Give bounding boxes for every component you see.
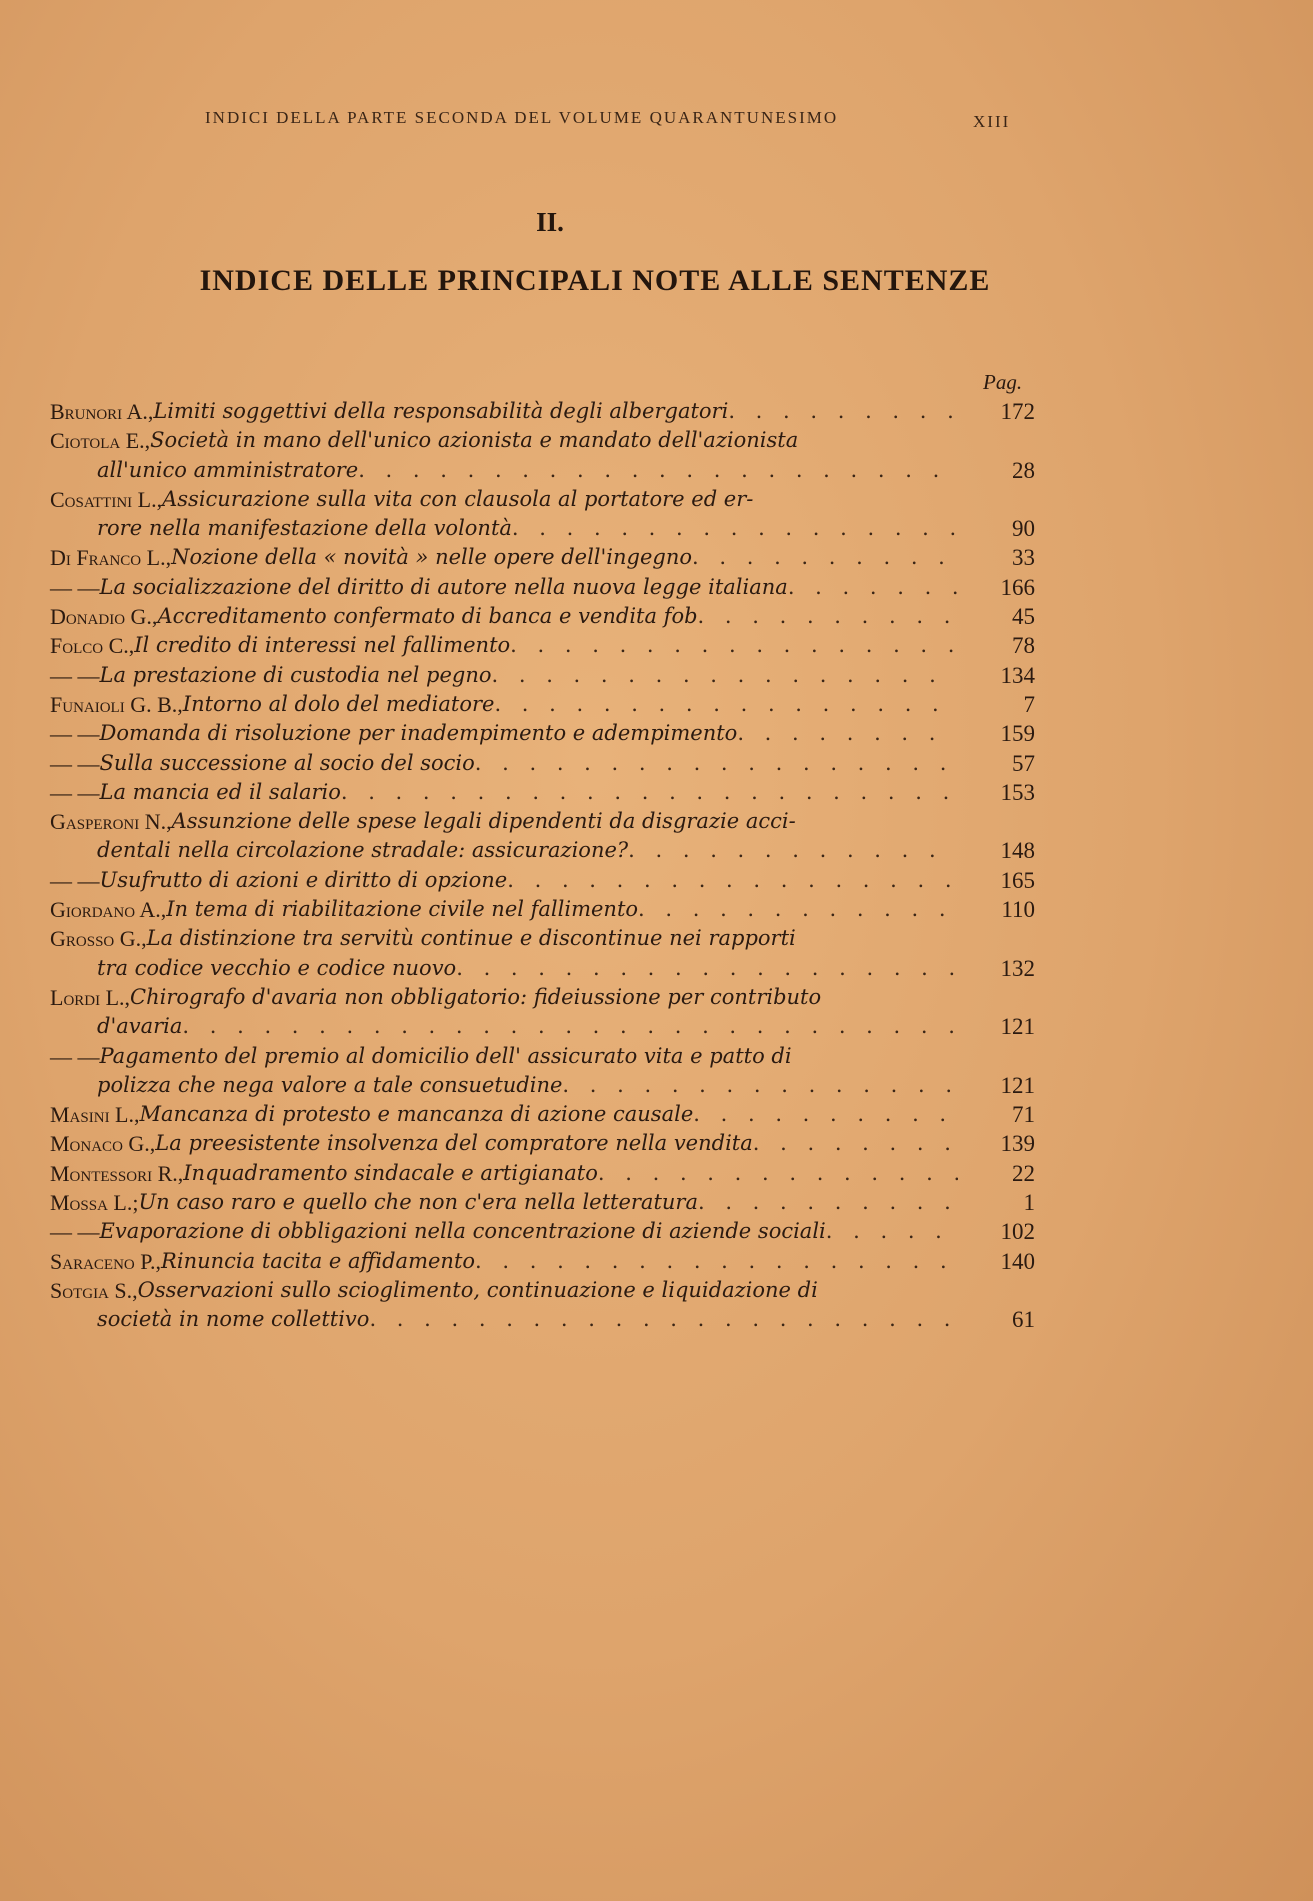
entry-title: Osservazioni sullo scioglimento, continuazione e liquidazione di <box>137 1277 818 1302</box>
entry-text <box>50 866 958 895</box>
entry-title-continuation: società in nome collettivo <box>97 1307 370 1332</box>
entry-page-number: 172 <box>1000 399 1035 424</box>
leader-dots <box>507 866 958 895</box>
entry-author: — — <box>50 1219 100 1245</box>
index-entry-continuation <box>50 836 1035 865</box>
leader-dots <box>728 397 958 426</box>
entry-title: La mancia ed il salario <box>99 779 341 804</box>
leader-dots <box>492 661 959 690</box>
entry-page-number: 166 <box>1000 574 1035 600</box>
entry-author: Funaioli G. B., <box>50 691 183 717</box>
entry-text <box>50 778 958 807</box>
entry-title: Rinuncia tacita e affidamento <box>161 1248 476 1273</box>
index-entry <box>50 1100 1035 1129</box>
entry-page-number: 139 <box>1000 1131 1035 1157</box>
leader-dots <box>753 1129 958 1158</box>
leader-dots <box>693 1100 958 1129</box>
index-entry <box>50 397 1035 426</box>
entry-text <box>50 1100 958 1129</box>
entry-page-number: 33 <box>1012 545 1035 571</box>
leader-dots <box>562 1071 958 1100</box>
entry-author: Brunori A., <box>50 399 154 424</box>
entry-title-continuation: dentali nella circolazione stradale: assicurazione? <box>97 838 629 863</box>
entry-author: Grosso G., <box>50 926 147 952</box>
index-entry <box>50 1217 1035 1246</box>
entry-author: Saraceno P., <box>50 1248 162 1274</box>
index-entry <box>50 426 1035 455</box>
entry-text <box>50 661 958 690</box>
index-entry <box>50 1247 1035 1276</box>
leader-dots <box>182 1012 958 1041</box>
entry-title-continuation: rore nella manifestazione della volontà <box>97 516 512 541</box>
index-entry-continuation <box>50 1012 1035 1041</box>
entry-title: Un caso raro e quello che non c'era nella letteratura <box>138 1190 698 1215</box>
entry-text <box>50 543 958 572</box>
entry-title: Nozione della « novità » nelle opere dell'ingegno <box>171 545 693 570</box>
index-entry <box>50 749 1035 778</box>
section-number: II. <box>536 207 564 237</box>
leader-dots <box>456 954 958 983</box>
leader-dots <box>628 836 958 865</box>
entry-text <box>97 954 958 983</box>
leader-dots <box>475 1247 958 1276</box>
entry-text <box>50 895 958 924</box>
entry-title: Accreditamento confermato di banca e vendita fob <box>157 604 698 629</box>
index-entry <box>50 895 1035 924</box>
leader-dots <box>494 690 958 719</box>
entry-text <box>50 1217 958 1246</box>
index-entry-continuation <box>50 456 1035 485</box>
entry-author: — — <box>50 662 100 688</box>
entry-title: Inquadramento sindacale e artigianato <box>183 1160 598 1185</box>
entry-title: Evaporazione di obbligazioni nella concentrazione di aziende sociali <box>99 1219 826 1244</box>
index-entry <box>50 573 1035 602</box>
index-entry-continuation <box>50 954 1035 983</box>
entry-page-number: 140 <box>1000 1248 1035 1274</box>
entry-author: Gasperoni N., <box>50 809 172 835</box>
entry-title: Intorno al dolo del mediatore <box>182 691 495 716</box>
leader-dots <box>475 749 958 778</box>
entry-author: Masini L., <box>50 1102 140 1128</box>
entry-text <box>50 690 958 719</box>
leader-dots <box>737 719 958 748</box>
entry-author: Di Franco L., <box>50 545 172 571</box>
entry-page-number: 102 <box>1000 1219 1035 1245</box>
index-entry-continuation <box>50 514 1035 543</box>
entry-title-continuation: tra codice vecchio e codice nuovo <box>97 955 457 980</box>
entry-author: Giordano A., <box>50 897 167 923</box>
entry-page-number: 78 <box>1012 633 1035 659</box>
entry-page-number: 121 <box>1000 1014 1035 1040</box>
index-entry <box>50 602 1035 631</box>
entry-text <box>50 1188 958 1217</box>
index-entry-continuation <box>50 1071 1035 1100</box>
index-entry <box>50 1159 1035 1188</box>
entry-author: Monaco G., <box>50 1131 156 1157</box>
leader-dots <box>788 573 958 602</box>
entry-author: Donadio G., <box>50 604 158 630</box>
entry-text <box>97 456 958 485</box>
entry-title: Assicurazione sulla vita con clausola al portatore ed er- <box>162 486 754 511</box>
index-entry <box>50 983 1035 1012</box>
entry-text <box>50 426 958 455</box>
entry-page-number: 121 <box>1000 1072 1035 1098</box>
entry-author: Lordi L., <box>50 984 131 1010</box>
entry-page-number: 165 <box>1000 867 1035 893</box>
entry-title: Assunzione delle spese legali dipendenti da disgrazie acci- <box>171 809 796 834</box>
entry-text <box>50 807 958 836</box>
entry-title: La preesistente insolvenza del compratore nella vendita <box>155 1131 753 1156</box>
entry-author: Ciotola E., <box>50 428 151 454</box>
entry-title: Pagamento del premio al domicilio dell' assicurato vita e patto di <box>99 1043 792 1068</box>
entry-title-continuation: all'unico amministratore <box>97 457 359 482</box>
index-entry <box>50 631 1035 660</box>
entry-page-number: 71 <box>1012 1102 1035 1128</box>
entry-text <box>50 924 958 953</box>
entry-page-number: 90 <box>1012 516 1035 542</box>
entry-page-number: 57 <box>1012 750 1035 776</box>
section-title: INDICE DELLE PRINCIPALI NOTE ALLE SENTENZE <box>199 264 991 297</box>
entry-text <box>50 983 958 1012</box>
entry-text <box>50 602 958 631</box>
leader-dots <box>598 1159 958 1188</box>
running-head: INDICI DELLA PARTE SECONDA DEL VOLUME QUARANTUNESIMO <box>205 108 839 127</box>
page-column-label: Pag. <box>983 370 1023 394</box>
entry-text <box>50 1042 958 1071</box>
entry-title: In tema di riabilitazione civile nel fallimento <box>166 897 639 922</box>
entry-text <box>97 514 958 543</box>
entry-page-number: 132 <box>1000 955 1035 981</box>
entry-text <box>50 631 958 660</box>
entry-text <box>50 397 958 426</box>
leader-dots <box>698 602 958 631</box>
entry-text <box>97 1071 958 1100</box>
index-entry <box>50 1276 1035 1305</box>
entry-author: Cosattini L., <box>50 486 163 512</box>
entry-page-number: 61 <box>1012 1307 1035 1333</box>
index-entry <box>50 690 1035 719</box>
index-entry-continuation <box>50 1305 1035 1334</box>
leader-dots <box>698 1188 958 1217</box>
entry-text <box>50 485 958 514</box>
entry-page-number: 159 <box>1000 721 1035 747</box>
entry-page-number: 7 <box>1023 691 1035 717</box>
entry-author: — — <box>50 574 100 600</box>
index-entry <box>50 807 1035 836</box>
entry-author: — — <box>50 779 100 805</box>
entry-text <box>50 719 958 748</box>
page-folio: XIII <box>973 112 1011 131</box>
entry-author: — — <box>50 867 100 893</box>
index-list <box>50 397 1035 1335</box>
leader-dots <box>512 514 958 543</box>
entry-page-number: 110 <box>1001 897 1035 923</box>
leader-dots <box>358 456 958 485</box>
entry-title: Domanda di risoluzione per inadempimento e adempimento <box>99 721 738 746</box>
entry-author: — — <box>50 750 100 776</box>
leader-dots <box>692 543 958 572</box>
entry-title: Il credito di interessi nel fallimento <box>134 633 511 658</box>
entry-text <box>50 573 958 602</box>
entry-title: Società in mano dell'unico azionista e mandato dell'azionista <box>150 428 799 453</box>
entry-title: Chirografo d'avaria non obbligatorio: fideiussione per contributo <box>130 984 822 1009</box>
index-entry <box>50 543 1035 572</box>
entry-page-number: 22 <box>1012 1160 1035 1186</box>
entry-text <box>50 749 958 778</box>
entry-text <box>97 1305 958 1334</box>
entry-text <box>97 1012 958 1041</box>
entry-text <box>50 1276 958 1305</box>
entry-title: Sulla successione al socio del socio <box>99 750 475 775</box>
entry-text <box>50 1129 958 1158</box>
entry-text <box>50 1247 958 1276</box>
entry-author: Montessori R., <box>50 1160 184 1186</box>
entry-title: La prestazione di custodia nel pegno <box>99 662 492 687</box>
entry-title: Usufrutto di azioni e diritto di opzione <box>99 867 508 892</box>
leader-dots <box>826 1217 958 1246</box>
entry-text <box>97 836 958 865</box>
entry-author: — — <box>50 1043 100 1069</box>
entry-title: La distinzione tra servitù continue e discontinue nei rapporti <box>146 926 796 951</box>
entry-title: Mancanza di protesto e mancanza di azione causale <box>139 1102 694 1127</box>
entry-author: Mossa L.; <box>50 1190 139 1216</box>
entry-page-number: 148 <box>1000 838 1035 864</box>
index-entry <box>50 778 1035 807</box>
entry-page-number: 153 <box>1000 779 1035 805</box>
entry-author: Sotgia S., <box>50 1277 138 1303</box>
leader-dots <box>638 895 958 924</box>
leader-dots <box>369 1305 958 1334</box>
leader-dots <box>341 778 958 807</box>
entry-page-number: 28 <box>1012 457 1035 483</box>
index-entry <box>50 866 1035 895</box>
index-entry <box>50 661 1035 690</box>
entry-title-continuation: polizza che nega valore a tale consuetudine <box>97 1072 563 1097</box>
index-entry <box>50 1129 1035 1158</box>
index-entry <box>50 924 1035 953</box>
index-entry <box>50 719 1035 748</box>
entry-title: La socializzazione del diritto di autore nella nuova legge italiana <box>99 574 788 599</box>
entry-title-continuation: d'avaria <box>97 1014 183 1039</box>
entry-page-number: 45 <box>1012 604 1035 630</box>
entry-text <box>50 1159 958 1188</box>
entry-title: Limiti soggettivi della responsabilità degli albergatori <box>153 399 729 423</box>
entry-page-number: 134 <box>1000 662 1035 688</box>
entry-author: — — <box>50 721 100 747</box>
index-entry <box>50 485 1035 514</box>
entry-page-number: 1 <box>1023 1190 1035 1216</box>
index-entry <box>50 1042 1035 1071</box>
leader-dots <box>510 631 958 660</box>
entry-author: Folco C., <box>50 633 135 659</box>
index-entry <box>50 1188 1035 1217</box>
